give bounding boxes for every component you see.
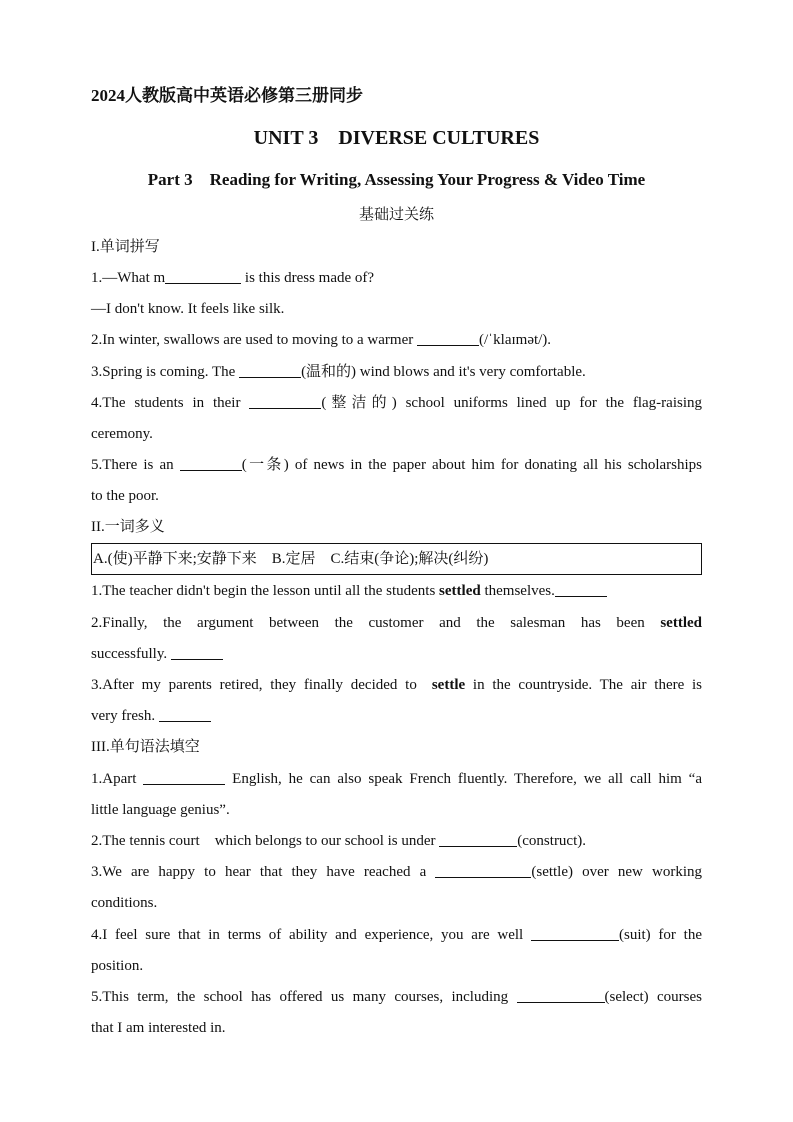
answer-blank[interactable]	[439, 831, 517, 847]
s3-question-5: 5.This term, the school has offered us many courses, including (select) courses	[91, 989, 702, 1005]
s3-question-3: 3.We are happy to hear that they have reached a (settle) over new working	[91, 864, 702, 880]
s1-question-5-cont: to the poor.	[91, 488, 159, 504]
s3-question-3-cont: conditions.	[91, 895, 158, 911]
keyword: settle	[431, 677, 466, 693]
s3-question-2: 2.The tennis court which belongs to our school is under (construct).	[91, 833, 587, 849]
meanings-box	[91, 543, 702, 575]
answer-blank[interactable]	[531, 925, 619, 941]
s1-question-5: 5.There is an (一条) of news in the paper about him for donating all his scholarships	[91, 457, 702, 473]
answer-blank[interactable]	[143, 769, 225, 785]
answer-blank[interactable]	[239, 362, 301, 378]
section-1-heading: I.单词拼写	[91, 239, 160, 255]
s1-question-1-reply: —I don't know. It feels like silk.	[91, 301, 285, 317]
unit-title: UNIT 3 DIVERSE CULTURES	[253, 127, 540, 149]
s1-question-4-cont: ceremony.	[91, 426, 153, 442]
document-title: 2024人教版高中英语必修第三册同步	[91, 86, 363, 105]
keyword: settled	[660, 615, 702, 631]
answer-blank[interactable]	[435, 862, 531, 878]
s1-question-1: 1.—What m is this dress made of?	[91, 270, 375, 286]
answer-blank[interactable]	[180, 455, 242, 471]
answer-blank[interactable]	[171, 644, 223, 660]
answer-blank[interactable]	[555, 581, 607, 597]
s2-question-1: 1.The teacher didn't begin the lesson until all the students settled themselves.	[91, 581, 702, 601]
s2-question-2: 2.Finally, the argument between the customer and the salesman has been settled	[91, 615, 702, 631]
answer-blank[interactable]	[165, 268, 241, 284]
s3-question-1-cont: little language genius”.	[91, 802, 230, 818]
s3-question-5-cont: that I am interested in.	[91, 1020, 226, 1036]
sub-title: 基础过关练	[358, 207, 434, 223]
part-title: Part 3 Reading for Writing, Assessing Your Progress & Video Time	[147, 170, 646, 189]
s1-question-3: 3.Spring is coming. The (温和的) wind blows and it's very comfortable.	[91, 364, 586, 380]
s3-question-4: 4.I feel sure that in terms of ability and experience, you are well (suit) for the	[91, 927, 702, 943]
s1-question-2: 2.In winter, swallows are used to moving to a warmer (/ˈklaɪmət/).	[91, 332, 552, 348]
s1-question-4: 4.The students in their (整洁的) school uniforms lined up for the flag-raising	[91, 395, 702, 411]
answer-blank[interactable]	[249, 393, 321, 409]
s3-question-4-cont: position.	[91, 958, 144, 974]
section-2-heading: II.一词多义	[91, 519, 165, 535]
meanings-options: A.(使)平静下来;安静下来 B.定居 C.结束(争论);解决(纠纷)	[93, 551, 489, 567]
s2-question-3: 3.After my parents retired, they finally decided to settle in the countryside. The air there is	[91, 677, 703, 693]
s2-question-2-cont: successfully.	[91, 644, 702, 664]
section-3-heading: III.单句语法填空	[91, 739, 200, 755]
answer-blank[interactable]	[159, 706, 211, 722]
answer-blank[interactable]	[517, 987, 605, 1003]
keyword: settled	[439, 583, 481, 599]
s3-question-1: 1.Apart English, he can also speak French fluently. Therefore, we all call him “a	[91, 771, 702, 787]
answer-blank[interactable]	[417, 330, 479, 346]
s2-question-3-cont: very fresh.	[91, 706, 702, 726]
